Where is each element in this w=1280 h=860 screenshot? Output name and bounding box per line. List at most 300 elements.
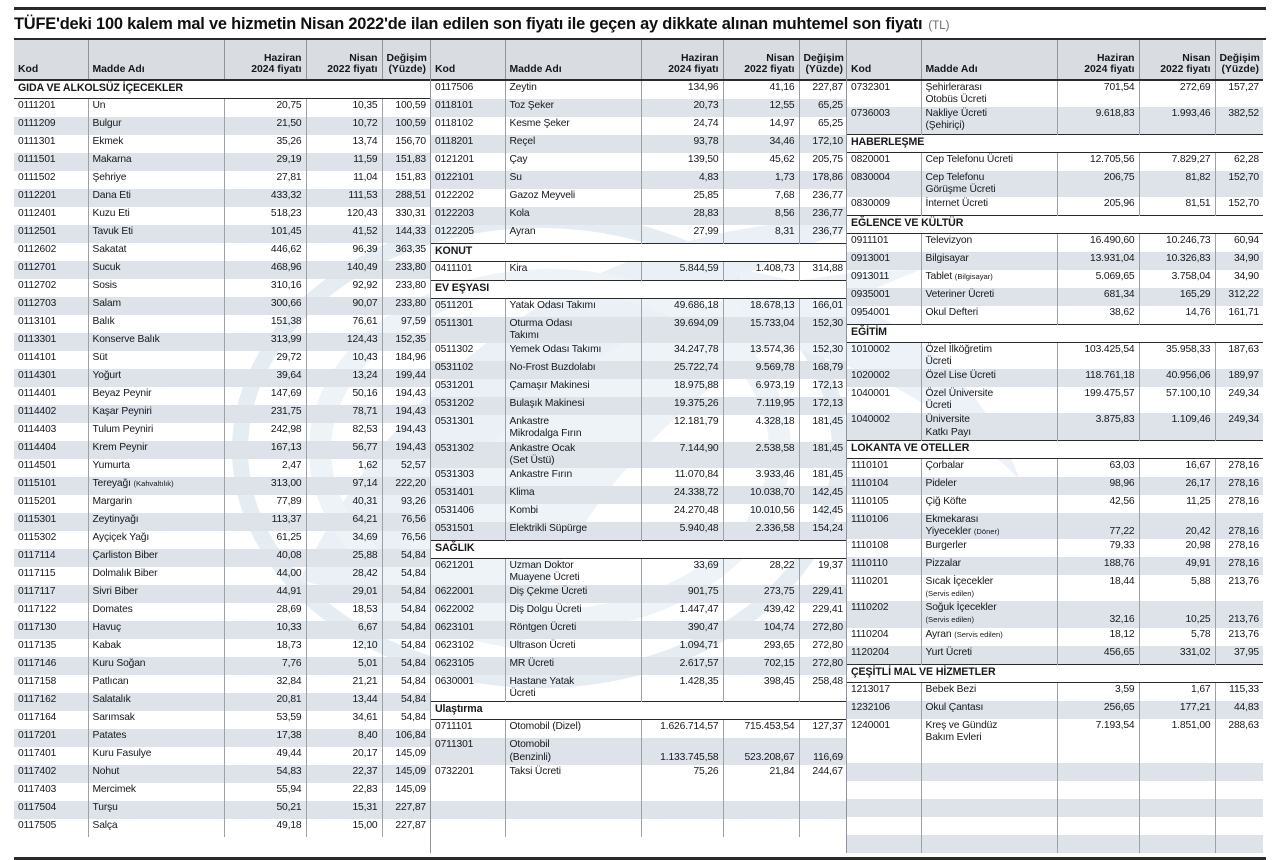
cell-nisan-2022: 18,53 xyxy=(306,603,382,621)
cell-madde-adi: Özel Lise Ücreti xyxy=(921,369,1057,387)
cell-degisim-yuzde: 54,84 xyxy=(382,549,430,567)
cell-kod: 0935001 xyxy=(847,288,921,306)
cell-madde-adi xyxy=(921,763,1057,781)
table-row xyxy=(431,486,847,504)
cell-nisan-2022: 8,40 xyxy=(306,729,382,747)
table-row xyxy=(847,557,1263,575)
table-row xyxy=(847,628,1263,646)
cell-haziran-2024: 147,69 xyxy=(224,387,306,405)
cell-kod xyxy=(847,763,921,781)
cell-madde-adi: Toz Şeker xyxy=(505,99,641,117)
cell-madde-adi: Domates xyxy=(88,603,224,621)
column-header-haziran: Haziran 2024 fiyatı xyxy=(641,40,723,80)
cell-haziran-2024: 4,83 xyxy=(641,171,723,189)
cell-madde-adi: MR Ücreti xyxy=(505,657,641,675)
cell-madde-adi xyxy=(921,799,1057,817)
cell-madde-adi xyxy=(921,745,1057,763)
table-row xyxy=(14,297,430,315)
cell-madde-adi: Ekmekarası Yiyecekler (Döner) xyxy=(921,513,1057,539)
table-row xyxy=(14,207,430,225)
group-header-label: EĞLENCE VE KÜLTÜR xyxy=(847,215,1263,233)
cell-kod: 0531303 xyxy=(431,468,505,486)
cell-haziran-2024: 518,23 xyxy=(224,207,306,225)
cell-madde-adi: Bulgur xyxy=(88,117,224,135)
cell-nisan-2022: 10.010,56 xyxy=(723,504,799,522)
table-row xyxy=(847,477,1263,495)
cell-degisim-yuzde: 236,77 xyxy=(812,226,843,237)
cell-kod: 0111502 xyxy=(14,171,88,189)
table-row xyxy=(431,442,847,468)
cell-kod: 0830009 xyxy=(847,197,921,216)
cell-madde-adi: Sakatat xyxy=(88,243,224,261)
cell-haziran-2024: 77,22 xyxy=(1057,513,1139,539)
table-row xyxy=(14,621,430,639)
cell-kod: 1110106 xyxy=(847,513,921,539)
cell-degisim-yuzde: 236,77 xyxy=(812,190,843,201)
table-header-row xyxy=(431,40,847,80)
table-row xyxy=(847,233,1263,252)
cell-degisim-yuzde: 151,83 xyxy=(395,172,426,183)
cell-kod: 0113301 xyxy=(14,333,88,351)
cell-kod: 0118101 xyxy=(431,99,505,117)
cell-nisan-2022: 81,51 xyxy=(1139,197,1215,216)
table-header-row xyxy=(847,40,1263,80)
cell-kod: 0954001 xyxy=(847,306,921,325)
cell-nisan-2022: 50,16 xyxy=(306,387,382,405)
cell-kod: 0913001 xyxy=(847,252,921,270)
cell-nisan-2022: 10,43 xyxy=(306,351,382,369)
table-row xyxy=(847,107,1263,134)
cell-haziran-2024 xyxy=(1057,781,1139,799)
cell-madde-adi: Televizyon xyxy=(921,233,1057,252)
cell-madde-adi xyxy=(921,835,1057,853)
cell-kod: 0531102 xyxy=(431,361,505,379)
cell-kod: 0122202 xyxy=(431,189,505,207)
cell-madde-adi: Ekmek xyxy=(88,135,224,153)
page-title xyxy=(14,10,1266,38)
cell-nisan-2022: 1.109,46 xyxy=(1139,413,1215,440)
cell-kod: 0114301 xyxy=(14,369,88,387)
table-row xyxy=(14,171,430,189)
cell-madde-adi: Beyaz Peynir xyxy=(88,387,224,405)
table-filler-row xyxy=(847,781,1263,799)
cell-madde-adi: Pideler xyxy=(921,477,1057,495)
cell-kod: 1213017 xyxy=(847,682,921,701)
cell-nisan-2022: 140,49 xyxy=(306,261,382,279)
cell-kod: 0114403 xyxy=(14,423,88,441)
table-row xyxy=(431,738,847,764)
column-header-degisim: Değişim (Yüzde) xyxy=(382,40,430,80)
cell-nisan-2022: 90,07 xyxy=(306,297,382,315)
cell-degisim-yuzde xyxy=(799,801,847,819)
cell-madde-adi: Ankastre Mikrodalga Fırın xyxy=(505,415,641,441)
cell-degisim-yuzde: 44,83 xyxy=(1215,701,1263,719)
cell-nisan-2022: 45,62 xyxy=(723,153,799,171)
cell-haziran-2024: 103.425,54 xyxy=(1057,342,1139,369)
cell-kod: 0111201 xyxy=(14,99,88,118)
cell-degisim-yuzde: 363,35 xyxy=(395,244,426,255)
cell-nisan-2022 xyxy=(1139,745,1215,763)
cell-nisan-2022: 25,88 xyxy=(306,549,382,567)
cell-haziran-2024: 20,75 xyxy=(224,99,306,118)
cell-haziran-2024: 242,98 xyxy=(224,423,306,441)
cell-degisim-yuzde: 199,44 xyxy=(382,369,430,387)
cell-madde-adi: Mercimek xyxy=(88,783,224,801)
cell-kod: 1232106 xyxy=(847,701,921,719)
table-row xyxy=(14,189,430,207)
cell-kod: 0830004 xyxy=(847,171,921,197)
cell-haziran-2024: 12.705,56 xyxy=(1057,152,1139,171)
cell-madde-adi: Krem Peynir xyxy=(88,441,224,459)
table-row xyxy=(431,504,847,522)
table-row xyxy=(14,351,430,369)
cell-nisan-2022: 8,31 xyxy=(723,225,799,244)
cell-degisim-yuzde: 213,76 xyxy=(1228,628,1259,640)
table-group-header-row xyxy=(431,281,847,299)
table-row xyxy=(847,539,1263,557)
table-row xyxy=(14,99,430,118)
cell-madde-adi: Kaşar Peyniri xyxy=(88,405,224,423)
cell-nisan-2022: 10,25 xyxy=(1139,601,1215,627)
cell-nisan-2022 xyxy=(1139,781,1215,799)
table-row xyxy=(14,135,430,153)
table-row xyxy=(14,585,430,603)
column-header-kod: Kod xyxy=(14,40,88,80)
cell-kod: 0911101 xyxy=(847,233,921,252)
cell-degisim-yuzde: 278,16 xyxy=(1215,557,1263,575)
cell-kod: 0621201 xyxy=(431,558,505,585)
cell-haziran-2024: 18,12 xyxy=(1057,628,1139,646)
cell-degisim-yuzde: 278,16 xyxy=(1215,477,1263,495)
cell-madde-adi: Bulaşık Makinesi xyxy=(505,397,641,415)
cell-madde-adi: İnternet Ücreti xyxy=(921,197,1057,216)
cell-nisan-2022: 12,55 xyxy=(723,99,799,117)
cell-nisan-2022: 7.829,27 xyxy=(1139,152,1215,171)
cell-madde-adi: Tulum Peyniri xyxy=(88,423,224,441)
cell-haziran-2024: 20,73 xyxy=(641,99,723,117)
cell-madde-adi: Balık xyxy=(88,315,224,333)
cell-degisim-yuzde: 229,41 xyxy=(812,604,843,616)
cell-haziran-2024: 25,85 xyxy=(641,189,723,207)
cell-kod: 0117401 xyxy=(14,747,88,765)
cell-madde-adi: Kira xyxy=(505,262,641,281)
table-row xyxy=(14,333,430,351)
cell-madde-adi: Dana Eti xyxy=(88,189,224,207)
column-header-madde: Madde Adı xyxy=(921,40,1057,80)
cell-kod: 0112201 xyxy=(14,189,88,207)
cell-kod: 1040001 xyxy=(847,387,921,413)
price-table-3 xyxy=(847,40,1263,853)
table-row xyxy=(431,468,847,486)
cell-haziran-2024: 63,03 xyxy=(1057,458,1139,477)
cell-nisan-2022: 10.038,70 xyxy=(723,486,799,504)
cell-kod: 1110201 xyxy=(847,575,921,601)
table-group-header-row xyxy=(431,702,847,720)
table-row xyxy=(14,603,430,621)
cell-degisim-yuzde: 272,80 xyxy=(799,621,847,639)
table-row xyxy=(14,657,430,675)
cell-kod: 0711301 xyxy=(431,738,505,764)
cell-madde-adi: Ultrason Ücreti xyxy=(505,639,641,657)
cell-madde-adi: Salça xyxy=(88,819,224,837)
cell-degisim-yuzde xyxy=(799,819,847,837)
cell-nisan-2022: 124,43 xyxy=(306,333,382,351)
table-row xyxy=(847,387,1263,413)
table-row xyxy=(14,711,430,729)
cell-madde-adi: Zeytin xyxy=(505,80,641,99)
cell-haziran-2024: 29,19 xyxy=(224,153,306,171)
cell-degisim-yuzde: 54,84 xyxy=(400,568,426,579)
cell-nisan-2022: 41,52 xyxy=(306,225,382,243)
table-filler-row xyxy=(847,763,1263,781)
cell-degisim-yuzde: 127,37 xyxy=(812,721,843,733)
cell-kod: 0531406 xyxy=(431,504,505,522)
cell-kod: 1110110 xyxy=(847,557,921,575)
cell-haziran-2024 xyxy=(1057,745,1139,763)
cell-degisim-yuzde: 54,84 xyxy=(382,693,430,711)
column-header-kod: Kod xyxy=(847,40,921,80)
cell-degisim-yuzde: 76,56 xyxy=(400,532,426,543)
cell-madde-adi: Klima xyxy=(505,486,641,504)
cell-madde-adi: Patates xyxy=(88,729,224,747)
cell-haziran-2024: 205,96 xyxy=(1057,197,1139,216)
table-row xyxy=(431,299,847,318)
cell-degisim-yuzde: 184,96 xyxy=(395,352,426,363)
cell-degisim-yuzde xyxy=(1215,835,1263,853)
cell-madde-adi: Kuzu Eti xyxy=(88,207,224,225)
table-group-header-row xyxy=(847,664,1263,682)
cell-nisan-2022: 28,42 xyxy=(306,567,382,585)
cell-madde-adi: Sivri Biber xyxy=(88,585,224,603)
cell-degisim-yuzde: 314,88 xyxy=(812,263,843,274)
group-header-label: HABERLEŞME xyxy=(847,134,1263,152)
cell-haziran-2024: 446,62 xyxy=(224,243,306,261)
cell-kod: 0732301 xyxy=(847,80,921,107)
cell-haziran-2024 xyxy=(1057,817,1139,835)
table-row xyxy=(431,621,847,639)
cell-haziran-2024: 468,96 xyxy=(224,261,306,279)
cell-haziran-2024: 113,37 xyxy=(224,513,306,531)
cell-degisim-yuzde: 145,09 xyxy=(395,784,426,795)
cell-haziran-2024: 33,69 xyxy=(641,558,723,585)
cell-madde-adi: No-Frost Buzdolabı xyxy=(505,361,641,379)
cell-degisim-yuzde: 227,87 xyxy=(395,820,426,831)
column-header-haziran: Haziran 2024 fiyatı xyxy=(1057,40,1139,80)
cell-haziran-2024: 61,25 xyxy=(224,531,306,549)
cell-haziran-2024: 77,89 xyxy=(224,495,306,513)
cell-madde-adi: Üniversite Katkı Payı xyxy=(921,413,1057,440)
cell-haziran-2024: 1.447,47 xyxy=(641,603,723,621)
cell-nisan-2022: 34,61 xyxy=(306,711,382,729)
cell-kod: 0623101 xyxy=(431,621,505,639)
cell-degisim-yuzde: 144,33 xyxy=(382,225,430,243)
cell-madde-adi: Ankastre Ocak (Set Üstü) xyxy=(505,442,641,468)
cell-madde-adi: Reçel xyxy=(505,135,641,153)
cell-haziran-2024: 7.144,90 xyxy=(641,442,723,468)
cell-degisim-yuzde: 181,45 xyxy=(799,442,847,468)
cell-kod: 0112701 xyxy=(14,261,88,279)
cell-haziran-2024 xyxy=(1057,799,1139,817)
cell-degisim-yuzde: 172,13 xyxy=(812,380,843,392)
cell-madde-adi: Sucuk xyxy=(88,261,224,279)
cell-madde-adi: Kola xyxy=(505,207,641,225)
cell-nisan-2022: 1.851,00 xyxy=(1139,719,1215,745)
cell-madde-adi: Şehirlerarası Otobüs Ücreti xyxy=(921,80,1057,107)
cell-haziran-2024: 44,00 xyxy=(224,567,306,585)
table-group-header-row xyxy=(14,80,430,99)
table-row xyxy=(431,585,847,603)
cell-degisim-yuzde: 194,43 xyxy=(382,405,430,423)
table-row xyxy=(847,458,1263,477)
cell-degisim-yuzde: 233,80 xyxy=(382,297,430,315)
table-column-1 xyxy=(14,40,430,853)
cell-nisan-2022: 1.993,46 xyxy=(1139,107,1215,134)
cell-madde-adi xyxy=(505,801,641,819)
cell-madde-adi: Süt xyxy=(88,351,224,369)
cell-madde-adi: Kabak xyxy=(88,639,224,657)
table-row xyxy=(431,639,847,657)
cell-degisim-yuzde: 54,84 xyxy=(382,657,430,675)
cell-nisan-2022: 702,15 xyxy=(723,657,799,675)
table-row xyxy=(847,413,1263,440)
cell-madde-adi: Tablet (Bilgisayar) xyxy=(921,270,1057,288)
cell-nisan-2022: 11,04 xyxy=(306,171,382,189)
table-row xyxy=(14,513,430,531)
cell-haziran-2024: 13.931,04 xyxy=(1057,252,1139,270)
cell-nisan-2022: 15.733,04 xyxy=(723,317,799,343)
cell-nisan-2022: 15,31 xyxy=(306,801,382,819)
cell-degisim-yuzde: 152,35 xyxy=(382,333,430,351)
cell-nisan-2022: 272,69 xyxy=(1139,80,1215,107)
cell-madde-adi: Ankastre Fırın xyxy=(505,468,641,486)
cell-madde-adi: Okul Çantası xyxy=(921,701,1057,719)
cell-kod: 0117117 xyxy=(14,585,88,603)
cell-haziran-2024: 167,13 xyxy=(224,441,306,459)
cell-degisim-yuzde: 93,26 xyxy=(400,496,426,507)
table-row xyxy=(431,675,847,702)
cell-nisan-2022: 10,35 xyxy=(306,99,382,118)
cell-haziran-2024: 49,18 xyxy=(224,819,306,837)
cell-haziran-2024: 18.975,88 xyxy=(641,379,723,397)
table-row xyxy=(14,387,430,405)
cell-nisan-2022: 3.933,46 xyxy=(723,468,799,486)
cell-nisan-2022: 13,24 xyxy=(306,369,382,387)
table-row xyxy=(431,765,847,783)
table-row xyxy=(847,80,1263,107)
cell-kod: 0112501 xyxy=(14,225,88,243)
cell-kod: 0112703 xyxy=(14,297,88,315)
cell-madde-adi: Konserve Balık xyxy=(88,333,224,351)
cell-degisim-yuzde: 272,80 xyxy=(799,657,847,675)
table-row xyxy=(14,225,430,243)
cell-degisim-yuzde: 106,84 xyxy=(382,729,430,747)
cell-haziran-2024: 28,83 xyxy=(641,207,723,225)
cell-madde-adi: Nohut xyxy=(88,765,224,783)
table-row xyxy=(431,558,847,585)
cell-kod: 0117158 xyxy=(14,675,88,693)
cell-madde-adi: Nakliye Ücreti (Şehiriçi) xyxy=(921,107,1057,134)
table-row xyxy=(14,405,430,423)
table-row xyxy=(431,225,847,244)
table-row xyxy=(847,171,1263,197)
cell-nisan-2022: 57.100,10 xyxy=(1139,387,1215,413)
cell-madde-adi: Yoğurt xyxy=(88,369,224,387)
table-row xyxy=(431,171,847,189)
table-row xyxy=(431,189,847,207)
cell-nisan-2022: 1.408,73 xyxy=(723,262,799,281)
cell-degisim-yuzde: 145,09 xyxy=(382,765,430,783)
table-row xyxy=(847,513,1263,539)
cell-madde-adi: Bilgisayar xyxy=(921,252,1057,270)
cell-madde-adi: Dolmalık Biber xyxy=(88,567,224,585)
cell-madde-adi: Ayçiçek Yağı xyxy=(88,531,224,549)
table-row xyxy=(431,153,847,171)
cell-kod: 0117164 xyxy=(14,711,88,729)
cell-kod xyxy=(847,835,921,853)
cell-degisim-yuzde: 116,69 xyxy=(799,738,847,764)
cell-degisim-yuzde: 312,22 xyxy=(1215,288,1263,306)
cell-haziran-2024: 390,47 xyxy=(641,621,723,639)
cell-madde-adi: Turşu xyxy=(88,801,224,819)
cell-degisim-yuzde: 54,84 xyxy=(400,676,426,687)
cell-kod: 1110101 xyxy=(847,458,921,477)
table-row xyxy=(14,369,430,387)
group-header-label: GIDA VE ALKOLSÜZ İÇECEKLER xyxy=(14,80,430,99)
cell-nisan-2022: 56,77 xyxy=(306,441,382,459)
cell-haziran-2024: 29,72 xyxy=(224,351,306,369)
cell-degisim-yuzde: 54,84 xyxy=(400,712,426,723)
column-header-nisan: Nisan 2022 fiyatı xyxy=(723,40,799,80)
cell-haziran-2024: 27,81 xyxy=(224,171,306,189)
title-currency-unit: (TL) xyxy=(928,20,950,32)
table-row xyxy=(431,720,847,739)
cell-haziran-2024 xyxy=(1057,763,1139,781)
cell-kod: 0118201 xyxy=(431,135,505,153)
cell-madde-adi: Oturma Odası Takımı xyxy=(505,317,641,343)
cell-nisan-2022: 40,31 xyxy=(306,495,382,513)
cell-degisim-yuzde: 172,10 xyxy=(799,135,847,153)
table-filler-row xyxy=(431,819,847,837)
cell-haziran-2024: 681,34 xyxy=(1057,288,1139,306)
cell-nisan-2022: 13,74 xyxy=(306,135,382,153)
cell-kod: 0623102 xyxy=(431,639,505,657)
cell-nisan-2022: 4.328,18 xyxy=(723,415,799,441)
cell-kod xyxy=(847,745,921,763)
cell-haziran-2024: 39,64 xyxy=(224,369,306,387)
table-row xyxy=(14,117,430,135)
cell-degisim-yuzde: 100,59 xyxy=(382,117,430,135)
table-row xyxy=(847,306,1263,325)
cell-madde-adi: Yatak Odası Takımı xyxy=(505,299,641,318)
cell-kod: 0511201 xyxy=(431,299,505,318)
table-group-header-row xyxy=(847,215,1263,233)
cell-degisim-yuzde: 194,43 xyxy=(395,388,426,399)
cell-degisim-yuzde: 52,57 xyxy=(400,460,426,471)
cell-kod: 0622002 xyxy=(431,603,505,621)
cell-nisan-2022: 20,98 xyxy=(1139,539,1215,557)
table-row xyxy=(847,701,1263,719)
price-table-2 xyxy=(431,40,847,837)
cell-nisan-2022: 104,74 xyxy=(723,621,799,639)
table-row xyxy=(431,361,847,379)
cell-haziran-2024: 206,75 xyxy=(1057,171,1139,197)
table-row xyxy=(431,343,847,361)
cell-haziran-2024: 456,65 xyxy=(1057,646,1139,665)
cell-nisan-2022: 7,68 xyxy=(723,189,799,207)
cell-degisim-yuzde: 54,84 xyxy=(400,640,426,651)
column-header-kod: Kod xyxy=(431,40,505,80)
cell-madde-adi: Havuç xyxy=(88,621,224,639)
